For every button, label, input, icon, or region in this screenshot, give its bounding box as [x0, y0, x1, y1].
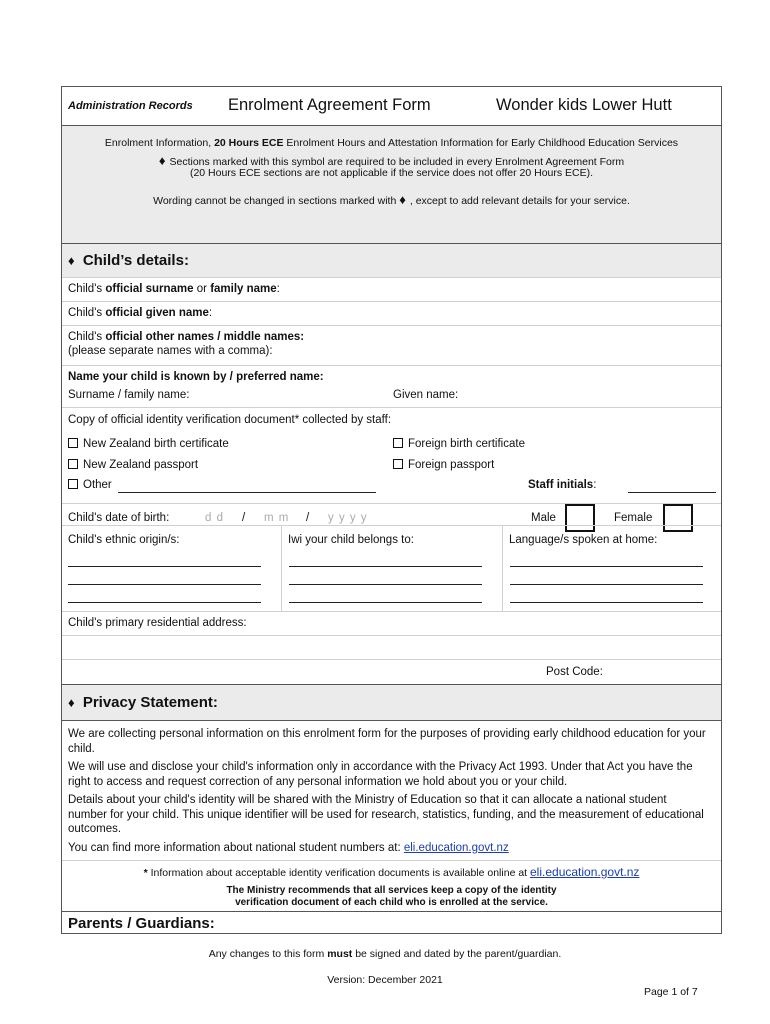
staff-initials-line[interactable]: [628, 492, 716, 493]
ministry-note-2: verification document of each child who is enrolled at the service.: [235, 897, 548, 908]
known-by-label: Name your child is known by / preferred name:: [68, 371, 324, 383]
given-name-label: Child's official given name:: [68, 307, 213, 319]
known-surname-label: Surname / family name:: [68, 389, 190, 401]
child-details-heading: ♦ Child’s details:: [68, 252, 189, 269]
privacy-p4: You can find more information about national student numbers at: eli.education.govt.nz: [68, 841, 509, 854]
intro-line1: Enrolment Information, 20 Hours ECE Enrolment Hours and Attestation Information for Early Childhood Education Services: [104, 137, 679, 149]
service-name: Wonder kids Lower Hutt: [496, 96, 672, 114]
surname-row[interactable]: [62, 277, 721, 301]
privacy-notes: [62, 860, 721, 912]
dob-month[interactable]: m m: [264, 512, 290, 524]
enrolment-form: [61, 86, 722, 934]
header-section: Administration Records: [68, 100, 193, 112]
diamond-icon: ♦: [68, 695, 75, 710]
ethnic-line[interactable]: [68, 566, 261, 567]
given-name-row[interactable]: [62, 301, 721, 325]
known-given-label: Given name:: [393, 389, 459, 401]
other-checkbox[interactable]: Other: [68, 479, 112, 491]
dob-separator: /: [242, 512, 246, 524]
privacy-p2: We will use and disclose your child's information only in accordance with the Privacy Act 1993. Under that Act you have the right to access and request correction of any personal information we hold about you or your child.: [68, 761, 693, 788]
dob-day[interactable]: d d: [205, 512, 224, 524]
id-info-link[interactable]: eli.education.govt.nz: [530, 865, 640, 879]
dob-year[interactable]: y y y y: [328, 512, 368, 524]
intro-line2: ♦ Sections marked with this symbol are required to be included in every Enrolment Agreement Form: [158, 153, 625, 168]
diamond-icon: ♦: [158, 153, 166, 168]
address-line-row[interactable]: [62, 635, 721, 659]
origin-row: [62, 525, 721, 611]
foreign-birth-checkbox[interactable]: Foreign birth certificate: [393, 438, 525, 450]
nsn-link[interactable]: eli.education.govt.nz: [403, 841, 509, 854]
intro-line3: (20 Hours ECE sections are not applicable if the service does not offer 20 Hours ECE).: [189, 167, 594, 179]
ethnic-line[interactable]: [68, 584, 261, 585]
foreign-passport-checkbox[interactable]: Foreign passport: [393, 459, 494, 471]
id-info-note: * Information about acceptable identity verification documents is available online at eli.education.govt.nz: [143, 865, 640, 879]
dob-separator: /: [306, 512, 310, 524]
dob-label: Child's date of birth:: [68, 512, 170, 524]
language-label: Language/s spoken at home:: [509, 534, 658, 546]
privacy-heading-row: [62, 684, 721, 720]
iwi-line[interactable]: [289, 602, 482, 603]
intro-box: [62, 125, 721, 243]
language-line[interactable]: [510, 566, 703, 567]
nz-birth-checkbox[interactable]: New Zealand birth certificate: [68, 438, 229, 450]
other-names-label: Child's official other names / middle names:: [68, 331, 305, 343]
privacy-body: [62, 720, 721, 860]
privacy-p1: We are collecting personal information on this enrolment form for the purposes of providing early childhood education for your child.: [68, 728, 706, 755]
other-line[interactable]: [118, 492, 376, 493]
child-details-heading-row: [62, 243, 721, 277]
language-line[interactable]: [510, 584, 703, 585]
iwi-label: Iwi your child belongs to:: [288, 534, 414, 546]
post-code-row[interactable]: [62, 659, 721, 684]
address-label: Child's primary residential address:: [68, 617, 247, 629]
ministry-note-1: The Ministry recommends that all services keep a copy of the identity: [226, 885, 557, 896]
known-by-row[interactable]: [62, 365, 721, 407]
footer-version: Version: December 2021: [327, 974, 443, 986]
intro-line4: Wording cannot be changed in sections marked with ♦ , except to add relevant details for your service.: [153, 192, 630, 207]
parents-heading: Parents / Guardians:: [68, 915, 215, 932]
parents-heading-row: [62, 911, 721, 935]
form-header: [62, 87, 721, 125]
form-title: Enrolment Agreement Form: [228, 96, 431, 114]
staff-initials-label: Staff initials:: [528, 479, 597, 491]
ethnic-label: Child's ethnic origin/s:: [68, 534, 180, 546]
ethnic-line[interactable]: [68, 602, 261, 603]
other-names-note: (please separate names with a comma):: [68, 345, 273, 357]
female-label: Female: [614, 512, 653, 524]
privacy-p3: Details about your child's identity will be shared with the Ministry of Education so that it can allocate a national student number for your child. This unique identifier will be used for research, statistics, funding, and the measurement of educational outcomes.: [68, 794, 704, 835]
diamond-icon: ♦: [68, 253, 75, 268]
other-names-row[interactable]: [62, 325, 721, 365]
iwi-line[interactable]: [289, 584, 482, 585]
iwi-line[interactable]: [289, 566, 482, 567]
copy-doc-label: Copy of official identity verification document* collected by staff:: [68, 414, 392, 426]
page-number: Page 1 of 7: [644, 986, 698, 998]
nz-passport-checkbox[interactable]: New Zealand passport: [68, 459, 198, 471]
diamond-icon: ♦: [399, 192, 406, 207]
language-line[interactable]: [510, 602, 703, 603]
address-row[interactable]: [62, 611, 721, 635]
surname-label: Child's official surname or family name:: [68, 283, 280, 295]
id-document-row: [62, 407, 721, 503]
post-code-label: Post Code:: [546, 666, 603, 678]
footer-changes: Any changes to this form must be signed and dated by the parent/guardian.: [208, 948, 562, 960]
privacy-heading: ♦ Privacy Statement:: [68, 694, 218, 711]
male-label: Male: [531, 512, 556, 524]
